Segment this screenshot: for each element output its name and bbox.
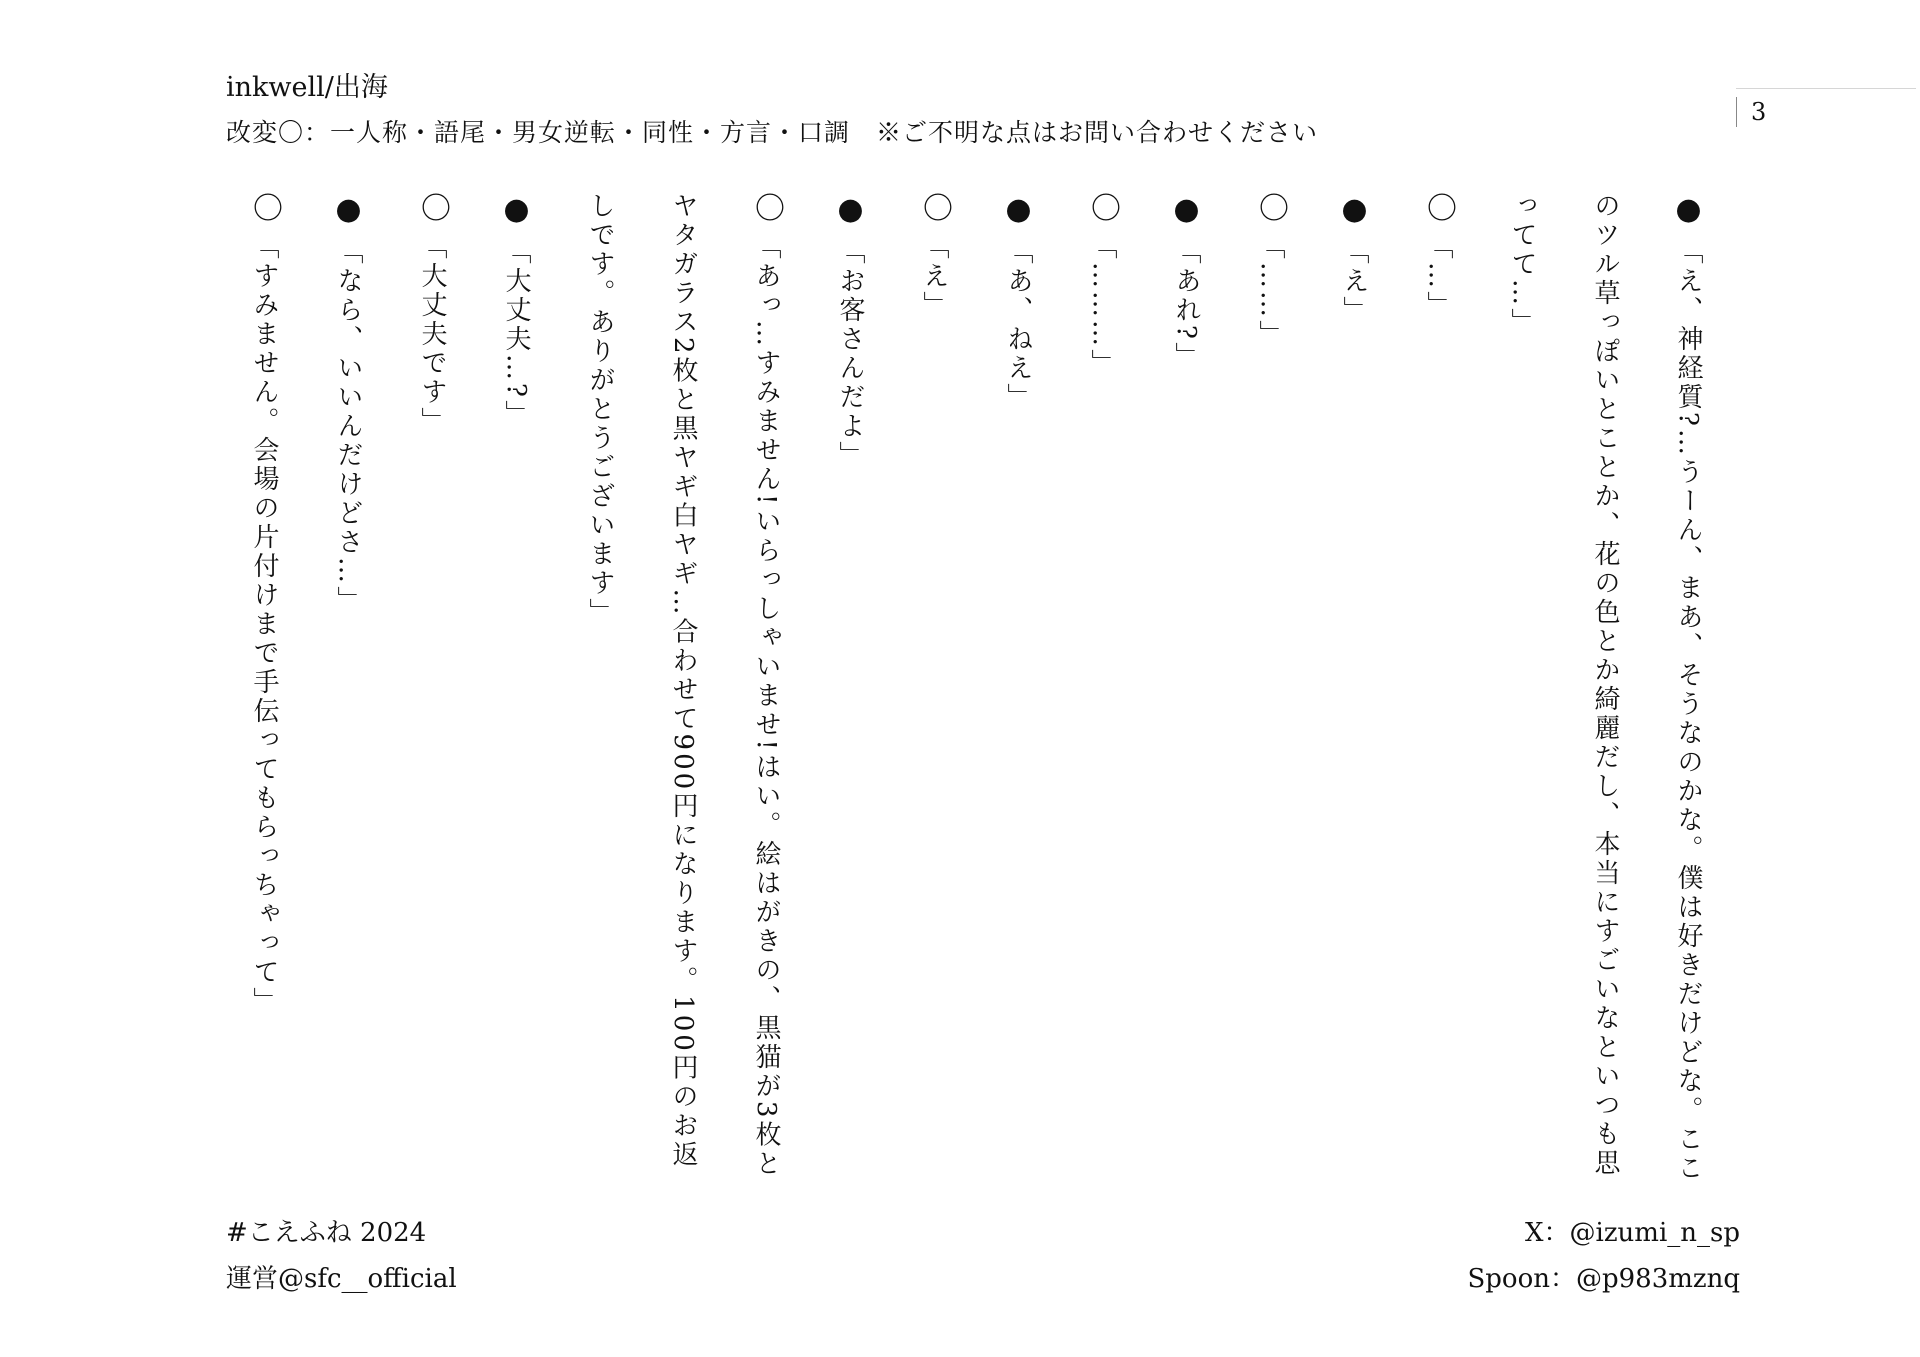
- dialogue-text: 「大丈夫…?」: [501, 238, 531, 429]
- script-line-7: [976, 192, 1060, 1192]
- script-line-11: [474, 192, 558, 1192]
- script-line-5: [1144, 192, 1228, 1192]
- dialogue-text: 「あれ?」: [1171, 238, 1201, 371]
- dialogue-text: 「…」: [1423, 233, 1453, 320]
- dialogue-text: 「………」: [1087, 233, 1117, 378]
- speaker-marker-filled: ●: [1001, 192, 1036, 230]
- script-line-1: [1480, 192, 1730, 1192]
- script-line-13: [306, 192, 390, 1192]
- dialogue-text: 「……」: [1255, 233, 1285, 349]
- speaker-marker-filled: ●: [1671, 192, 1706, 230]
- footer-hashtag: #こえふね 2024: [226, 1218, 427, 1248]
- speaker-marker-filled: ●: [1337, 192, 1372, 230]
- script-body: [247, 192, 1730, 1192]
- speaker-marker-filled: ●: [499, 192, 534, 230]
- dialogue-text: 「すみません。会場の片付けまで手伝ってもらっちゃって」: [249, 233, 279, 1016]
- script-line-4: [1228, 192, 1312, 1192]
- page-divider: [1736, 88, 1916, 89]
- dialogue-text: 「あっ…すみません!いらっしゃいませ!はい。絵はがきの、黒猫が3枚とヤタガラス2枚と黒ヤギ白ヤギ…合わせて900円になります。100円のお返しです。ありがとうございます」: [585, 192, 781, 1179]
- speaker-marker-open: 〇: [917, 192, 952, 225]
- speaker-marker-open: 〇: [247, 192, 282, 225]
- speaker-marker-filled: ●: [1169, 192, 1204, 230]
- speaker-marker-open: 〇: [1253, 192, 1288, 225]
- speaker-marker-open: 〇: [1421, 192, 1456, 225]
- speaker-marker-open: 〇: [1085, 192, 1120, 225]
- dialogue-text: 「あ、ねえ」: [1003, 238, 1033, 412]
- footer-x-account: X：@izumi_n_sp: [1525, 1218, 1740, 1248]
- speaker-marker-filled: ●: [833, 192, 868, 230]
- speaker-marker-open: 〇: [749, 192, 784, 225]
- script-line-9: [808, 192, 892, 1192]
- footer-spoon-account: Spoon：@p983mznq: [1467, 1264, 1740, 1294]
- document-title: inkwell/出海: [226, 72, 388, 103]
- script-line-12: [390, 192, 474, 1192]
- dialogue-text: 「え、神経質?…うーん、まあ、そうなのかな。僕は好きだけどな。ここのツル草っぽいとことか、花の色とか綺麗だし、本当にすごいなといつも思ってて…」: [1507, 192, 1703, 1183]
- speaker-marker-open: 〇: [415, 192, 450, 225]
- script-line-10: [558, 192, 808, 1192]
- script-line-14: [222, 192, 306, 1192]
- script-line-3: [1312, 192, 1396, 1192]
- speaker-marker-filled: ●: [331, 192, 366, 230]
- script-line-2: [1396, 192, 1480, 1192]
- dialogue-text: 「え」: [919, 233, 949, 320]
- adaptation-notice: 改変〇：一人称・語尾・男女逆転・同性・方言・口調 ※ご不明な点はお問い合わせください: [226, 118, 1319, 147]
- script-line-6: [1060, 192, 1144, 1192]
- dialogue-text: 「大丈夫です」: [417, 233, 447, 436]
- footer-admin-account: 運営@sfc__official: [226, 1264, 457, 1294]
- page-number: 3: [1736, 97, 1766, 127]
- dialogue-text: 「なら、いいんだけどさ…」: [333, 238, 363, 615]
- dialogue-text: 「お客さんだよ」: [835, 238, 865, 470]
- script-line-8: [892, 192, 976, 1192]
- dialogue-text: 「え」: [1339, 238, 1369, 325]
